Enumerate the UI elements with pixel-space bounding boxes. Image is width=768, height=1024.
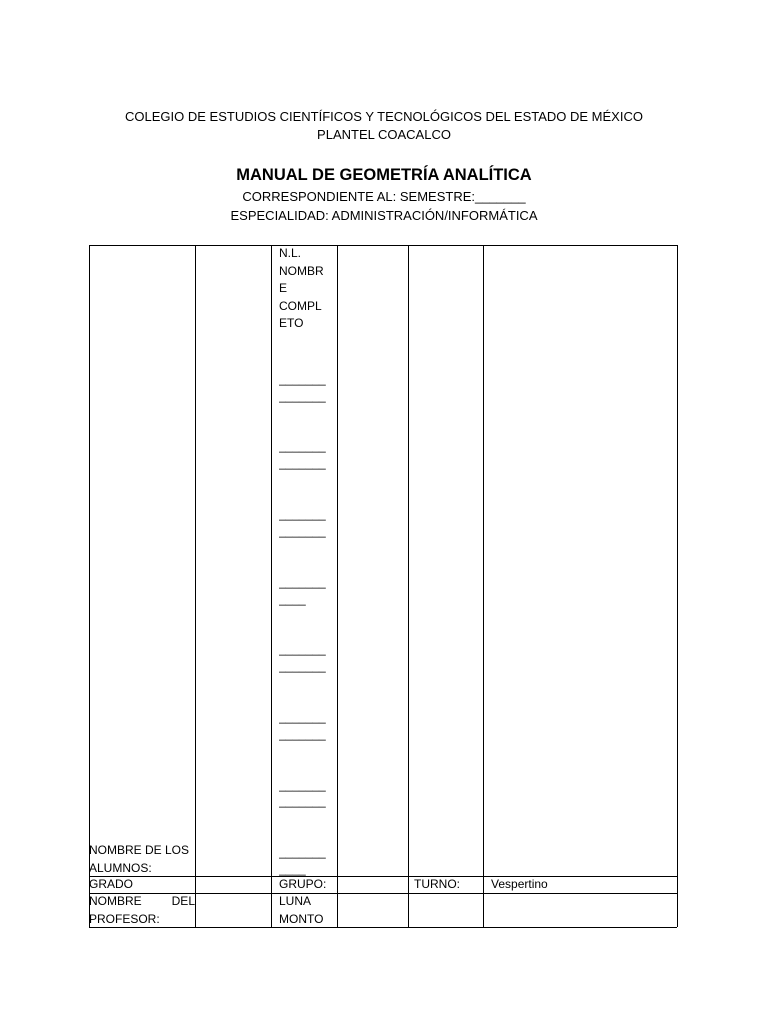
school-name: COLEGIO DE ESTUDIOS CIENTÍFICOS Y TECNOLÓGICOS DEL ESTADO DE MÉXICO bbox=[125, 109, 643, 124]
manual-title: MANUAL DE GEOMETRÍA ANALÍTICA bbox=[236, 166, 532, 184]
shift-value: Vespertino bbox=[491, 877, 548, 891]
shift-label: TURNO: bbox=[414, 877, 460, 891]
grade-label: GRADO bbox=[89, 877, 134, 891]
group-label: GRUPO: bbox=[279, 877, 327, 891]
name-blank-lines: _______ _______ _______ _______ _______ _______ _______ ____ _______ _______ _______ _______ _______ _______ _______ ____ bbox=[279, 371, 326, 877]
teacher-name-label: NOMBRE DEL PROFESOR: bbox=[89, 894, 195, 926]
semester-line: CORRESPONDIENTE AL: SEMESTRE:_______ bbox=[242, 189, 526, 204]
students-name-label: NOMBRE DE LOS ALUMNOS: bbox=[89, 843, 190, 875]
teacher-name-value: LUNA MONTO bbox=[279, 894, 324, 926]
specialty-line: ESPECIALIDAD: ADMINISTRACIÓN/INFORMÁTICA bbox=[230, 208, 538, 223]
campus-name: PLANTEL COACALCO bbox=[317, 127, 451, 142]
nl-name-label: N.L. NOMBR E COMPL ETO bbox=[279, 246, 324, 330]
